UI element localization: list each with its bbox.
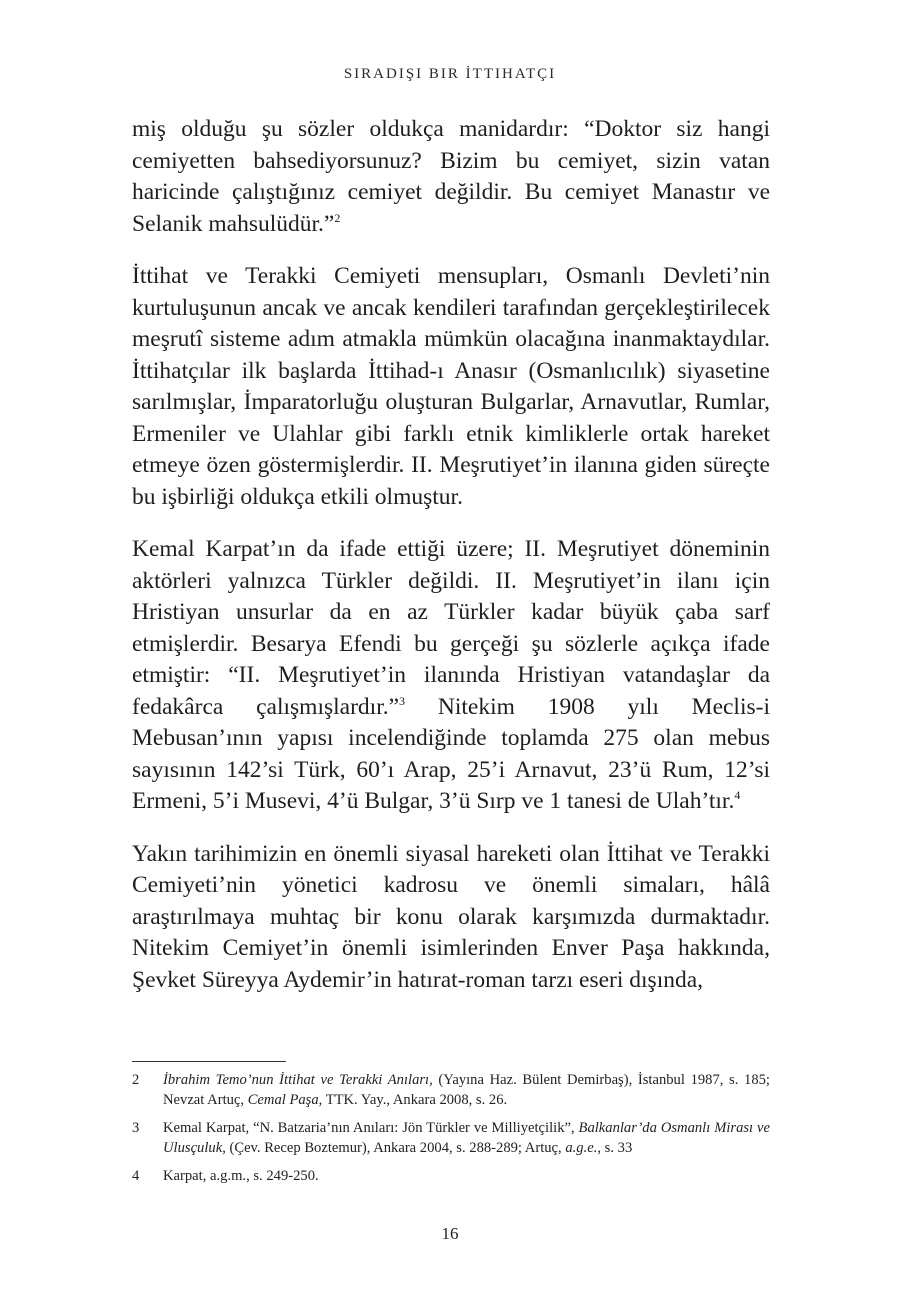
footnote-plain: Kemal Karpat, “N. Batzaria’nın Anıları: Jön Türkler ve Milliyetçilik”,: [163, 1120, 579, 1136]
footnote-3: [132, 1118, 770, 1158]
footnote-divider: [132, 1061, 286, 1062]
footnote-italic-title: Balkanlar’da Osmanlı Mirası ve Ulusçuluk: [163, 1120, 770, 1156]
page-number: 16: [441, 1224, 459, 1243]
paragraph-1-text: miş olduğu şu sözler oldukça manidardır: “Doktor siz hangi cemiyetten bahsediyorsunuz? Bizim bu cemiyet, sizin vatan haricinde çalıştığınız cemiyet değildir. Bu cemiyet Manastır ve Selanik mahsulüdür.”: [132, 116, 770, 237]
running-head: SIRADIŞI BIR İTTIHATÇI: [343, 66, 557, 82]
footnote-italic-title: Cemal Paşa: [247, 1092, 319, 1108]
footnote-plain: , (Yayına Haz. Bülent Demirbaş), İstanbul 1987, s. 185; Nevzat Artuç,: [163, 1072, 770, 1108]
footnote-number: 2: [132, 1072, 140, 1088]
footnote-text: [163, 1118, 770, 1158]
paragraph-3: [132, 534, 770, 818]
paragraph-4: [132, 839, 770, 997]
footnote-ref-2[interactable]: 2: [334, 210, 341, 225]
footnote-italic-title: İbrahim Temo’nun İttihat ve Terakki Anıları: [163, 1072, 430, 1088]
footnote-italic-title: a.g.e.: [565, 1140, 598, 1156]
footnote-ref-4[interactable]: 4: [734, 788, 741, 802]
paragraph-2: [132, 261, 770, 513]
footnote-2: [132, 1070, 770, 1110]
paragraph-3-text-b: Nitekim 1908 yılı Meclis-i Mebusan’ının yapısı incelendiğinde toplamda 275 olan mebus sayısının 142’si Türk, 60’ı Arap, 25’i Arnavut, 23’ü Rum, 12’si Ermeni, 5’i Musevi, 4’ü Bulgar, 3’ü Sırp ve 1 tanesi de Ulah’tır.: [132, 693, 770, 814]
footnote-plain: , TTK. Yay., Ankara 2008, s. 26.: [318, 1092, 508, 1108]
footnote-plain: , (Çev. Recep Boztemur), Ankara 2004, s. 288-289; Artuç,: [222, 1140, 566, 1156]
footnote-ref-3[interactable]: 3: [399, 693, 406, 708]
paragraph-1: [132, 114, 770, 240]
footnote-4: [132, 1166, 770, 1186]
footnote-number: 4: [132, 1168, 140, 1184]
footnote-text: [163, 1166, 770, 1186]
footnote-number: 3: [132, 1120, 140, 1136]
paragraph-4-text: Yakın tarihimizin en önemli siyasal hareketi olan İttihat ve Terakki Cemiyeti’nin yönetici kadrosu ve önemli simaları, hâlâ araştırılmaya muhtaç bir konu olarak karşımızda durmaktadır. Nitekim Cemiyet’in önemli isimlerinden Enver Paşa hakkında, Şevket Süreyya Aydemir’in hatırat-roman tarzı eseri dışında,: [132, 840, 770, 993]
footnote-plain: Karpat, a.g.m., s. 249-250.: [163, 1168, 319, 1184]
body-text: [132, 114, 770, 1017]
paragraph-2-text: İttihat ve Terakki Cemiyeti mensupları, Osmanlı Devleti’nin kurtuluşunun ancak ve ancak kendileri tarafından gerçekleştirilecek meşrutî sisteme adım atmakla mümkün olacağına inanmaktaydılar. İttihatçılar ilk başlarda İttihad-ı Anasır (Osmanlıcılık) siyasetine sarılmışlar, İmparatorluğu oluşturan Bulgarlar, Arnavutlar, Rumlar, Ermeniler ve Ulahlar gibi farklı etnik kimliklerle ortak hareket etmeye özen göstermişlerdir. II. Meşrutiyet’in ilanına giden süreçte bu işbirliği oldukça etkili olmuştur.: [132, 263, 770, 510]
footnote-text: [163, 1070, 770, 1110]
footnotes: [132, 1070, 770, 1194]
footnote-plain: , s. 33: [597, 1140, 633, 1156]
paragraph-3-text-a: Kemal Karpat’ın da ifade ettiği üzere; II. Meşrutiyet döneminin aktörleri yalnızca Türkler değildi. II. Meşrutiyet’in ilanı için Hristiyan unsurlar da en az Türkler kadar büyük çaba sarf etmişlerdir. Besarya Efendi bu gerçeği şu sözlerle açıkça ifade etmiştir: “II. Meşrutiyet’in ilanında Hristiyan vatandaşlar da fedakârca çalışmışlardır.”: [132, 536, 770, 720]
